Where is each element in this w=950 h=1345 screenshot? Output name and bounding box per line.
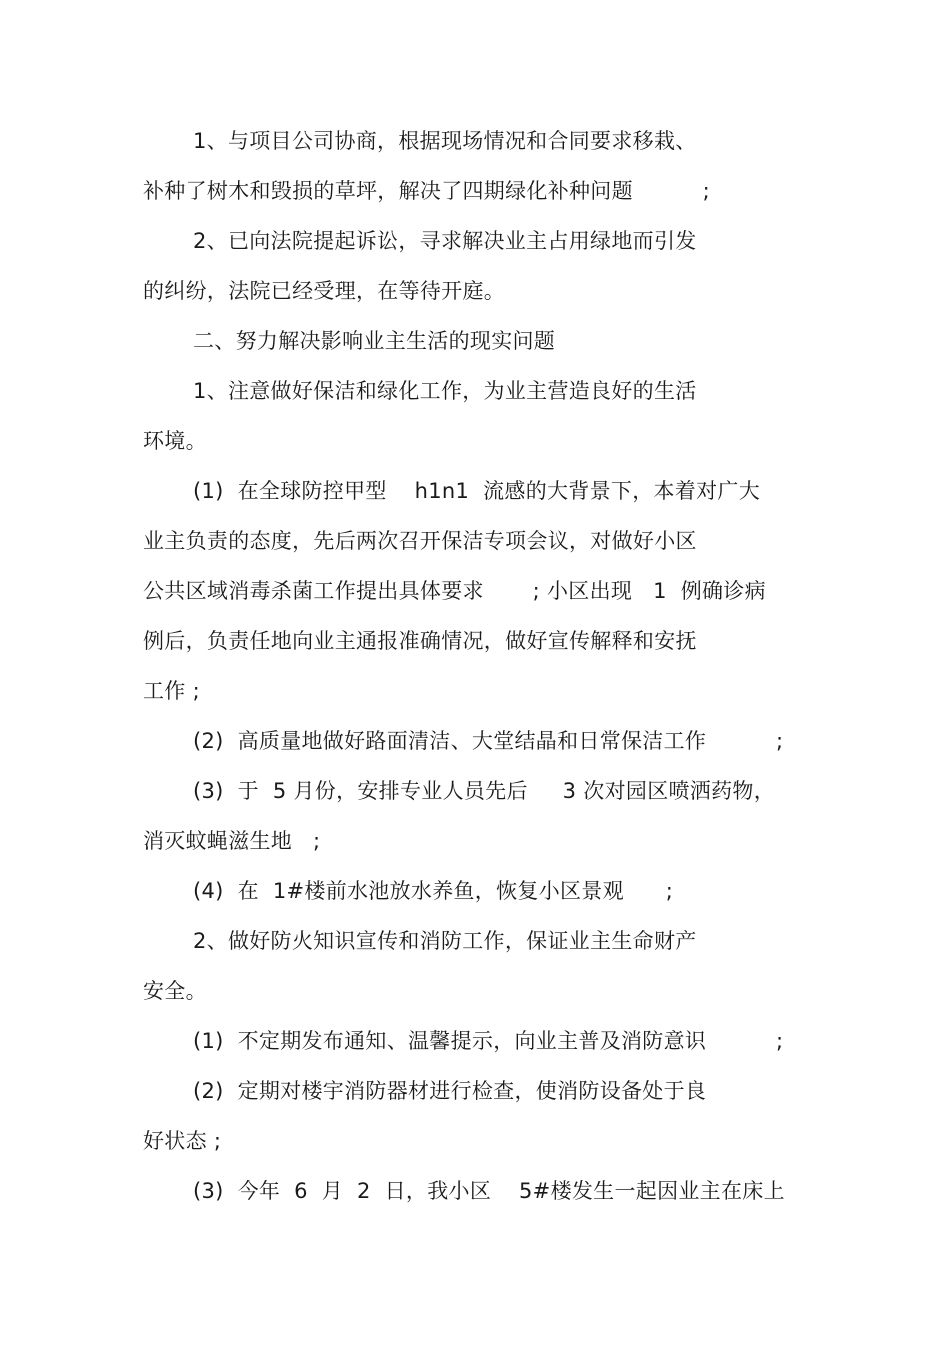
text-line: (3) 今年 6 月 2 日，我小区 5#楼发生一起因业主在床上	[193, 1179, 785, 1203]
text-line: (2) 定期对楼宇消防器材进行检查，使消防设备处于良	[193, 1079, 707, 1103]
text-line: 公共区域消毒杀菌工作提出具体要求 ; 小区出现 1 例确诊病	[143, 579, 766, 603]
text-line: (2) 高质量地做好路面清洁、大堂结晶和日常保洁工作 ;	[193, 729, 784, 753]
text-line: 环境。	[143, 429, 207, 453]
text-line: 1、注意做好保洁和绿化工作，为业主营造良好的生活	[193, 379, 697, 403]
text-line: (1) 在全球防控甲型 h1n1 流感的大背景下，本着对广大	[193, 479, 760, 503]
text-line: (3) 于 5 月份，安排专业人员先后 3 次对园区喷洒药物，	[193, 779, 775, 803]
section-heading: 二、努力解决影响业主生活的现实问题	[193, 329, 556, 353]
text-line: 例后，负责任地向业主通报准确情况，做好宣传解释和安抚	[143, 629, 697, 653]
text-line: 的纠纷，法院已经受理，在等待开庭。	[143, 279, 506, 303]
text-line: (1) 不定期发布通知、温馨提示，向业主普及消防意识 ;	[193, 1029, 784, 1053]
text-line: 业主负责的态度，先后两次召开保洁专项会议，对做好小区	[143, 529, 697, 553]
text-line: 2、已向法院提起诉讼，寻求解决业主占用绿地而引发	[193, 229, 697, 253]
text-line: 消灭蚊蝇滋生地 ;	[143, 829, 321, 853]
text-line: (4) 在 1#楼前水池放水养鱼，恢复小区景观 ;	[193, 879, 674, 903]
text-line: 工作 ;	[143, 679, 200, 703]
text-line: 安全。	[143, 979, 207, 1003]
text-line: 好状态 ;	[143, 1129, 222, 1153]
text-line: 1、与项目公司协商，根据现场情况和合同要求移栽、	[193, 129, 697, 153]
text-line: 补种了树木和毁损的草坪，解决了四期绿化补种问题 ;	[143, 179, 711, 203]
text-line: 2、做好防火知识宣传和消防工作，保证业主生命财产	[193, 929, 697, 953]
